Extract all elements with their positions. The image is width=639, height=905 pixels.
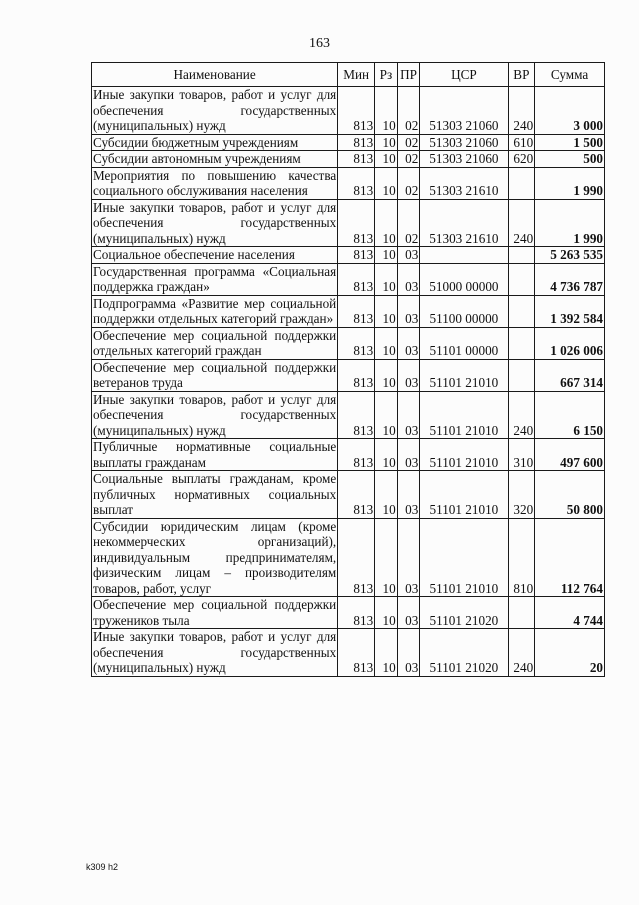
row-pr-cell: 03	[397, 597, 420, 629]
table-row	[92, 167, 605, 199]
row-sum-cell: 1 990	[535, 167, 605, 199]
row-pr-cell: 03	[397, 471, 420, 519]
row-name-cell: Подпрограмма «Развитие мер социальной поддержки отдельных категорий граждан»	[93, 295, 337, 326]
row-min-cell: 813	[338, 134, 375, 151]
row-csr-cell: 51303 21610	[420, 167, 508, 199]
header-name: Наименование	[92, 63, 338, 87]
row-rz-cell: 10	[375, 151, 398, 168]
row-name-cell: Иные закупки товаров, работ и услуг для обеспечения государственных (муниципальных) нужд	[93, 87, 337, 133]
row-vr-cell	[508, 295, 535, 327]
row-vr-cell: 620	[508, 151, 535, 168]
row-vr-cell	[508, 247, 535, 264]
row-min-cell: 813	[338, 359, 375, 391]
row-csr-cell: 51101 21010	[420, 439, 508, 471]
table-row	[92, 263, 605, 295]
table-header-row	[92, 63, 605, 87]
row-rz-cell: 10	[375, 518, 398, 597]
table-row	[92, 327, 605, 359]
table-row	[92, 359, 605, 391]
row-min-cell: 813	[338, 263, 375, 295]
table-body	[92, 87, 605, 677]
row-rz-cell: 10	[375, 471, 398, 519]
row-rz-cell: 10	[375, 295, 398, 327]
table-row	[92, 471, 605, 519]
row-rz-cell: 10	[375, 134, 398, 151]
row-name-cell: Обеспечение мер социальной поддержки отдельных категорий граждан	[93, 327, 337, 358]
row-csr-cell	[420, 247, 508, 264]
header-min: Мин	[338, 63, 375, 87]
row-min-cell: 813	[338, 151, 375, 168]
row-rz-cell: 10	[375, 359, 398, 391]
row-vr-cell: 810	[508, 518, 535, 597]
row-pr-cell: 03	[397, 247, 420, 264]
footer-code: k309 h2	[86, 862, 119, 872]
table-row	[92, 597, 605, 629]
row-pr-cell: 03	[397, 263, 420, 295]
row-vr-cell	[508, 167, 535, 199]
header-rz: Рз	[375, 63, 398, 87]
row-sum-cell: 5 263 535	[535, 247, 605, 264]
row-csr-cell: 51303 21060	[420, 87, 508, 135]
row-sum-cell: 497 600	[535, 439, 605, 471]
row-name-cell: Социальные выплаты гражданам, кроме публичных нормативных социальных выплат	[93, 471, 337, 517]
row-vr-cell: 310	[508, 439, 535, 471]
row-rz-cell: 10	[375, 247, 398, 264]
row-sum-cell: 667 314	[535, 359, 605, 391]
row-name-cell: Мероприятия по повышению качества социального обслуживания населения	[93, 167, 337, 198]
row-pr-cell: 03	[397, 629, 420, 677]
row-vr-cell: 240	[508, 391, 535, 439]
row-sum-cell: 1 990	[535, 199, 605, 247]
row-sum-cell: 6 150	[535, 391, 605, 439]
row-vr-cell: 610	[508, 134, 535, 151]
row-csr-cell: 51303 21610	[420, 199, 508, 247]
row-csr-cell: 51100 00000	[420, 295, 508, 327]
row-pr-cell: 03	[397, 439, 420, 471]
table-row	[92, 295, 605, 327]
row-vr-cell: 240	[508, 629, 535, 677]
row-csr-cell: 51101 21020	[420, 597, 508, 629]
row-min-cell: 813	[338, 518, 375, 597]
row-pr-cell: 03	[397, 518, 420, 597]
row-pr-cell: 02	[397, 151, 420, 168]
table-row	[92, 87, 605, 135]
row-sum-cell: 1 500	[535, 134, 605, 151]
row-pr-cell: 03	[397, 391, 420, 439]
row-sum-cell: 1 026 006	[535, 327, 605, 359]
row-rz-cell: 10	[375, 391, 398, 439]
header-vr: ВР	[508, 63, 535, 87]
table-row	[92, 247, 605, 264]
row-csr-cell: 51303 21060	[420, 134, 508, 151]
row-vr-cell	[508, 597, 535, 629]
row-vr-cell	[508, 263, 535, 295]
row-rz-cell: 10	[375, 263, 398, 295]
table-row	[92, 134, 605, 151]
row-sum-cell: 4 736 787	[535, 263, 605, 295]
row-rz-cell: 10	[375, 87, 398, 135]
row-csr-cell: 51101 21010	[420, 359, 508, 391]
row-min-cell: 813	[338, 295, 375, 327]
row-name-cell: Обеспечение мер социальной поддержки ветеранов труда	[93, 359, 337, 390]
header-pr: ПР	[397, 63, 420, 87]
row-rz-cell: 10	[375, 167, 398, 199]
row-pr-cell: 02	[397, 199, 420, 247]
row-min-cell: 813	[338, 439, 375, 471]
row-min-cell: 813	[338, 199, 375, 247]
row-sum-cell: 3 000	[535, 87, 605, 135]
table-row	[92, 199, 605, 247]
row-sum-cell: 500	[535, 151, 605, 168]
row-name-cell: Субсидии бюджетным учреждениям	[92, 134, 338, 151]
budget-table	[91, 62, 605, 677]
row-vr-cell	[508, 327, 535, 359]
row-csr-cell: 51303 21060	[420, 151, 508, 168]
table-row	[92, 518, 605, 597]
row-rz-cell: 10	[375, 439, 398, 471]
row-min-cell: 813	[338, 629, 375, 677]
table-row	[92, 151, 605, 168]
row-min-cell: 813	[338, 597, 375, 629]
row-csr-cell: 51101 21010	[420, 471, 508, 519]
table-row	[92, 439, 605, 471]
row-sum-cell: 112 764	[535, 518, 605, 597]
row-rz-cell: 10	[375, 327, 398, 359]
table-row	[92, 629, 605, 677]
row-name-cell: Государственная программа «Социальная поддержка граждан»	[93, 263, 337, 294]
row-vr-cell	[508, 359, 535, 391]
row-min-cell: 813	[338, 327, 375, 359]
row-sum-cell: 50 800	[535, 471, 605, 519]
row-name-cell: Иные закупки товаров, работ и услуг для обеспечения государственных (муниципальных) нужд	[93, 199, 337, 246]
row-name-cell: Иные закупки товаров, работ и услуг для обеспечения государственных (муниципальных) нужд	[93, 629, 337, 675]
row-csr-cell: 51101 21010	[420, 391, 508, 439]
row-pr-cell: 02	[397, 134, 420, 151]
row-name-cell: Субсидии автономным учреждениям	[92, 151, 338, 168]
row-rz-cell: 10	[375, 597, 398, 629]
row-name-cell: Социальное обеспечение населения	[92, 247, 338, 264]
row-pr-cell: 02	[397, 167, 420, 199]
row-csr-cell: 51101 21010	[420, 518, 508, 597]
row-pr-cell: 03	[397, 359, 420, 391]
row-vr-cell: 240	[508, 199, 535, 247]
row-rz-cell: 10	[375, 199, 398, 247]
header-sum: Сумма	[535, 63, 605, 87]
row-min-cell: 813	[338, 471, 375, 519]
row-name-cell: Субсидии юридическим лицам (кроме некоммерческих организаций), индивидуальным предпринимателям, физическим лицам – производителям товаров, работ, услуг	[93, 518, 337, 596]
row-name-cell: Обеспечение мер социальной поддержки тружеников тыла	[93, 597, 337, 628]
row-pr-cell: 02	[397, 87, 420, 135]
row-csr-cell: 51101 21020	[420, 629, 508, 677]
row-min-cell: 813	[338, 391, 375, 439]
row-min-cell: 813	[338, 87, 375, 135]
header-csr: ЦСР	[420, 63, 508, 87]
row-min-cell: 813	[338, 247, 375, 264]
row-csr-cell: 51000 00000	[420, 263, 508, 295]
row-sum-cell: 4 744	[535, 597, 605, 629]
row-sum-cell: 20	[535, 629, 605, 677]
table-row	[92, 391, 605, 439]
row-min-cell: 813	[338, 167, 375, 199]
row-sum-cell: 1 392 584	[535, 295, 605, 327]
row-csr-cell: 51101 00000	[420, 327, 508, 359]
row-name-cell: Публичные нормативные социальные выплаты гражданам	[93, 439, 337, 470]
row-name-cell: Иные закупки товаров, работ и услуг для обеспечения государственных (муниципальных) нужд	[93, 391, 337, 438]
row-pr-cell: 03	[397, 295, 420, 327]
row-vr-cell: 320	[508, 471, 535, 519]
row-pr-cell: 03	[397, 327, 420, 359]
row-vr-cell: 240	[508, 87, 535, 135]
row-rz-cell: 10	[375, 629, 398, 677]
page-number: 163	[309, 36, 330, 51]
